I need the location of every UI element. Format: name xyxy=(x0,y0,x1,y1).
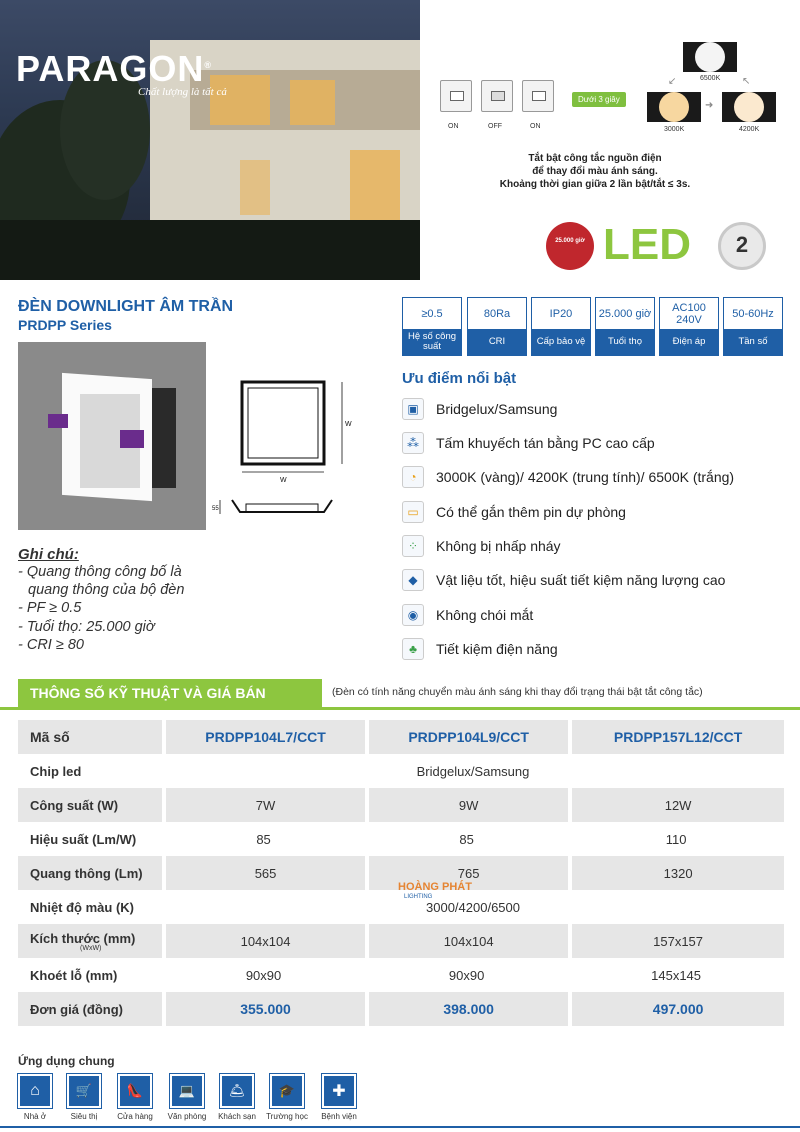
model-code: PRDPP104L7/CCT xyxy=(162,720,365,754)
app-item-home: ⌂ Nhà ở xyxy=(14,1073,56,1121)
table-cell: 90x90 xyxy=(448,967,485,983)
table-row xyxy=(18,822,784,856)
cart-icon: 🛒 xyxy=(69,1076,99,1106)
table-row xyxy=(18,992,784,1026)
led-logo: LED xyxy=(603,220,691,269)
technical-drawing xyxy=(212,380,362,530)
note-line: - Tuổi thọ: 25.000 giờ xyxy=(18,619,155,635)
switch-on-icon xyxy=(440,80,472,112)
table-cell: 12W xyxy=(568,788,784,822)
app-item-store: 👠 Cửa hàng xyxy=(114,1073,156,1121)
feature-item: ◔ 3000K (vàng)/ 4200K (trung tính)/ 6500K (trắng) xyxy=(402,465,734,489)
watermark-sub: LIGHTING xyxy=(404,894,433,900)
price-cell: 497.000 xyxy=(568,992,784,1026)
footer-divider xyxy=(0,1126,800,1128)
product-photo xyxy=(18,342,206,530)
note-line: quang thông của bộ đèn xyxy=(28,582,185,598)
table-row xyxy=(18,754,784,788)
table-cell: 157x157 xyxy=(568,924,784,958)
eye-icon: ◉ xyxy=(402,604,424,626)
spec-frequency: 50-60Hz Tần số xyxy=(723,297,783,356)
feature-item: ⁂ Tấm khuyếch tán bằng PC cao cấp xyxy=(402,431,655,455)
table-cell: 85 xyxy=(459,831,474,847)
diamond-icon: ◆ xyxy=(402,569,424,591)
spec-power-factor: ≥0.5 Hệ số công suất xyxy=(402,297,462,356)
lamp-label: 3000K xyxy=(664,126,685,133)
table-cell: 565 xyxy=(162,856,365,890)
row-label: Nhiệt độ màu (K) xyxy=(30,899,134,915)
row-label: Đơn giá (đồng) xyxy=(18,992,162,1026)
home-icon: ⌂ xyxy=(20,1076,50,1106)
lamp-4200k-icon xyxy=(722,92,776,122)
brand-slogan: Chất lượng là tất cả xyxy=(138,86,227,98)
spec-ip: IP20 Cấp bảo vệ xyxy=(531,297,591,356)
table-row xyxy=(18,890,784,924)
drawing-height-label: W xyxy=(345,421,352,428)
graduation-cap-icon: 🎓 xyxy=(272,1076,302,1106)
battery-icon: ▭ xyxy=(402,501,424,523)
table-row xyxy=(18,788,784,822)
notes-title: Ghi chú: xyxy=(18,546,79,563)
table-row xyxy=(18,924,784,958)
spec-voltage: AC100 240V Điện áp xyxy=(659,297,719,356)
computer-icon: 💻 xyxy=(172,1076,202,1106)
leaf-icon: ♣ xyxy=(402,638,424,660)
table-cell: 85 xyxy=(256,831,271,847)
spec-lifetime: 25.000 giờ Tuổi thọ xyxy=(595,297,655,356)
table-cell: 765 xyxy=(365,856,568,890)
row-label: Công suất (W) xyxy=(18,788,162,822)
hotel-icon: 🛎 xyxy=(222,1076,252,1106)
table-cell: 1320 xyxy=(568,856,784,890)
lamp-3000k-icon xyxy=(647,92,701,122)
lamp-label: 4200K xyxy=(739,126,760,133)
table-cell: 104x104 xyxy=(365,924,568,958)
app-item-hospital: ✚ Bệnh viện xyxy=(318,1073,360,1121)
app-item-supermarket: 🛒 Siêu thị xyxy=(63,1073,105,1121)
feature-item: ▭ Có thể gắn thêm pin dự phòng xyxy=(402,500,626,524)
table-cell: 3000/4200/6500 xyxy=(426,899,520,915)
lamp-label: 6500K xyxy=(700,75,721,82)
price-cell: 355.000 xyxy=(162,992,365,1026)
note-line: - PF ≥ 0.5 xyxy=(18,600,82,616)
hero-image xyxy=(0,0,420,280)
row-label: Hiệu suất (Lm/W) xyxy=(30,831,137,847)
lamp-6500k-icon xyxy=(683,42,737,72)
row-label: Mã số xyxy=(18,720,162,754)
shoe-icon: 👠 xyxy=(120,1076,150,1106)
applications-title: Ứng dụng chung xyxy=(18,1054,115,1068)
table-cell: 90x90 xyxy=(245,967,282,983)
spec-price-table xyxy=(18,720,784,1026)
features-title: Ưu điểm nổi bật xyxy=(402,370,517,387)
lifetime-badge-icon: 25.000 giờ xyxy=(546,222,594,270)
section-note: (Đèn có tính năng chuyển màu ánh sáng khi thay đổi trạng thái bật tắt công tắc) xyxy=(332,686,703,698)
model-code: PRDPP157L12/CCT xyxy=(568,720,784,754)
feature-item: ▣ Bridgelux/Samsung xyxy=(402,397,557,421)
spec-cri: 80Ra CRI xyxy=(467,297,527,356)
warranty-badge-icon: 2 xyxy=(718,222,766,270)
arrow-icon: ↖ xyxy=(742,76,751,87)
arrow-icon: ↙ xyxy=(668,76,677,87)
note-line: - Quang thông công bố là xyxy=(18,564,182,580)
watermark-logo: HOÀNG PHÁT xyxy=(398,881,472,893)
app-item-school: 🎓 Trường học xyxy=(266,1073,308,1121)
note-line: - CRI ≥ 80 xyxy=(18,637,84,653)
feature-item: ⁘ Không bị nhấp nháy xyxy=(402,534,561,558)
table-row xyxy=(18,720,784,754)
price-cell: 398.000 xyxy=(365,992,568,1026)
color-temperature-icon: ◔ xyxy=(402,466,424,488)
table-cell: 9W xyxy=(365,788,568,822)
product-title: ĐÈN DOWNLIGHT ÂM TRẦN PRDPP Series xyxy=(18,298,234,333)
row-label: Quang thông (Lm) xyxy=(18,856,162,890)
switch-instructions: Tắt bật công tắc nguồn điện để thay đổi màu ánh sáng. Khoảng thời gian giữa 2 lần bật/tắt ≤ 3s. xyxy=(499,153,691,190)
row-label: Khoét lỗ (mm) xyxy=(30,967,118,983)
feature-item: ◆ Vật liệu tốt, hiệu suất tiết kiệm năng lượng cao xyxy=(402,568,725,592)
app-item-office: 💻 Văn phòng xyxy=(166,1073,208,1121)
switch-off-icon xyxy=(481,80,513,112)
arrow-icon: ➜ xyxy=(705,100,714,111)
hospital-icon: ✚ xyxy=(324,1076,354,1106)
switch-state-label: ON xyxy=(448,123,459,130)
row-label: Kích thước (mm) (WxW) xyxy=(18,924,162,958)
feature-item: ◉ Không chói mắt xyxy=(402,603,533,627)
table-cell: 7W xyxy=(162,788,365,822)
table-row xyxy=(18,958,784,992)
diffuser-icon: ⁂ xyxy=(402,432,424,454)
table-cell: Bridgelux/Samsung xyxy=(416,763,530,779)
brand-logo: PARAGON® xyxy=(16,48,212,89)
no-flicker-icon: ⁘ xyxy=(402,535,424,557)
row-label: Chip led xyxy=(30,763,82,779)
drawing-width-label: W xyxy=(280,477,287,484)
section-title: THÔNG SỐ KỸ THUẬT VÀ GIÁ BÁN xyxy=(18,679,322,707)
switch-state-label: ON xyxy=(530,123,541,130)
interval-badge: Dưới 3 giây xyxy=(572,92,626,107)
drawing-depth-label: 55 xyxy=(212,506,219,512)
model-code: PRDPP104L9/CCT xyxy=(365,720,568,754)
table-cell: 110 xyxy=(665,831,687,847)
chip-icon: ▣ xyxy=(402,398,424,420)
switch-on-again-icon xyxy=(522,80,554,112)
switch-state-label: OFF xyxy=(488,123,502,130)
section-divider xyxy=(0,707,800,710)
feature-item: ♣ Tiết kiệm điện năng xyxy=(402,637,558,661)
table-cell: 104x104 xyxy=(162,924,365,958)
app-item-hotel: 🛎 Khách sạn xyxy=(216,1073,258,1121)
table-cell: 145x145 xyxy=(651,967,702,983)
